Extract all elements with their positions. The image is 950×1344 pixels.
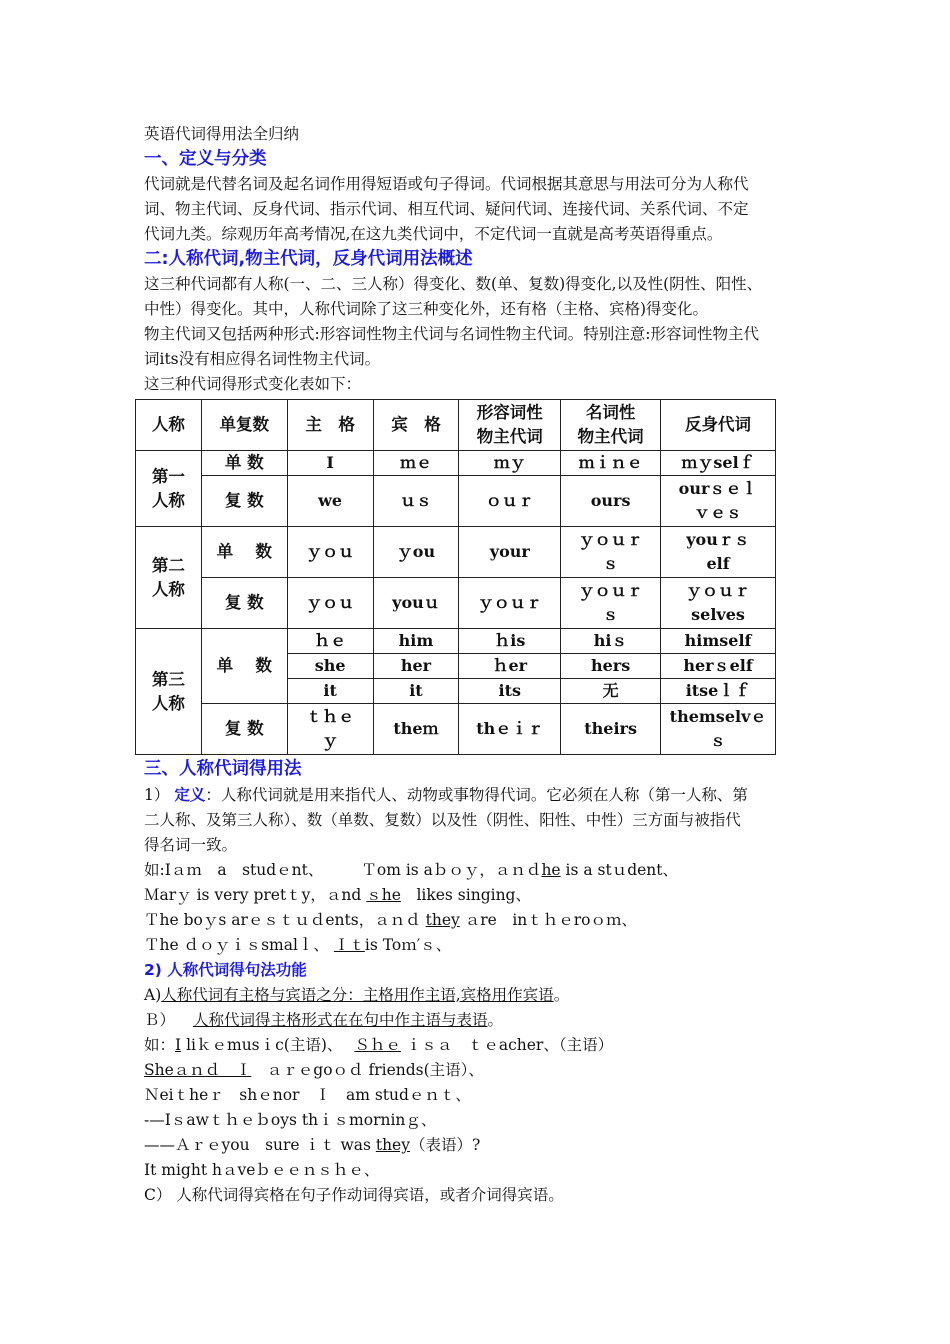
table-cell: ｍｅ [373,451,459,476]
example-text: 如:Iａｍ a studｅnt、 [144,861,324,879]
example-line [144,1033,810,1058]
table-cell: she [287,654,373,679]
table-cell: ｈｅ [287,629,373,654]
example-text: ａre inｔｈｅroｏｍ、 [464,911,638,929]
underlined-pronoun: he [541,861,561,879]
header-cell: 名词性 物主代词 [561,400,661,451]
definition-line [144,782,810,808]
number-label: 单 数 [201,527,287,578]
header-cell: 人称 [136,400,202,451]
table-row [136,451,776,476]
section-1-heading: 一、定义与分类 [144,149,267,169]
header-cell: 反身代词 [661,400,776,451]
example-line [144,908,810,933]
table-cell: youｒｓ elf [661,527,776,578]
rule-text: 人称代词有主格与宾语之分：主格用作主语,宾格用作宾语 [161,986,554,1004]
rule-line-c: C） 人称代词得宾格在句子作动词得宾语，或者介词得宾语。 [144,1186,564,1204]
definition-label: 定义 [174,785,206,804]
number-label: 复 数 [201,704,287,755]
rule-prefix: Ｂ） [144,1011,176,1029]
table-cell: 无 [561,679,661,704]
table-cell: ｕｓ [373,476,459,527]
header-cell: 宾 格 [373,400,459,451]
underlined-pronoun: they [375,1136,410,1154]
document-title: 英语代词得用法全归纳 [144,125,300,143]
rule-line-b [144,1008,810,1033]
person-label: 第二 人称 [136,527,202,629]
table-cell: ｈer [459,654,561,679]
example-text: Ｔom is aｂｏｙ，ａｎｄ [361,861,542,879]
underlined-pronoun: Ｉｔ [333,936,365,954]
paragraph-line: 代词九类。综观历年高考情况,在这九类代词中，不定代词一直就是高考英语得重点。 [144,225,723,243]
header-cell: 形容词性 物主代词 [459,400,561,451]
example-line [144,1133,810,1158]
table-cell: ｙｏｕ [287,527,373,578]
paragraph-line: 这三种代词都有人称(一、二、三人称）得变化、数(单、复数)得变化,以及性(阴性、阳性、 [144,275,763,293]
table-cell: ｏｕｒ [459,476,561,527]
table-cell: ｙｏｕｒ [459,578,561,629]
table-row [136,704,776,755]
table-cell: it [373,679,459,704]
table-cell: ｍｙ [459,451,561,476]
example-text: （表语）? [410,1136,481,1154]
table-cell: theirs [561,704,661,755]
header-cell: 主 格 [287,400,373,451]
document-page [144,122,810,1208]
example-text: ｉｓａ ｔｅacher、（主语） [405,1036,614,1054]
table-cell: ｙｏｕ [287,578,373,629]
table-cell: themselvｅ ｓ [661,704,776,755]
pronoun-forms-table [135,399,776,755]
paragraph-line: 物主代词又包括两种形式:形容词性物主代词与名词性物主代词。特别注意:形容词性物主代 [144,325,759,343]
table-cell: ｙou [373,527,459,578]
table-cell: it [287,679,373,704]
table-cell: herｓelf [661,654,776,679]
table-cell: we [287,476,373,527]
table-cell: ｙｏｕｒ ｓ [561,527,661,578]
paragraph-line: 代词就是代替名词及起名词作用得短语或句子得词。代词根据其意思与用法可分为人称代 [144,175,749,193]
item-number: 1） [144,786,170,804]
table-cell: your [459,527,561,578]
table-cell: ｙｏｕｒ selves [661,578,776,629]
example-text: Ｔhe ｄｏｙｉｓsmalｌ、 [144,936,329,954]
rule-text: 人称代词得主格形式在在句中作主语与表语 [193,1011,488,1029]
underlined-pronoun: I [175,1036,182,1054]
paragraph-line: 二人称、及第三人称）、数（单数、复数）以及性（阴性、阳性、中性）三方面与被指代 [144,811,741,829]
table-cell: theｍ [373,704,459,755]
example-line [144,1058,810,1083]
table-cell: ｍｉｎｅ [561,451,661,476]
person-label: 第一 人称 [136,451,202,527]
rule-line-a [144,983,810,1008]
section-3-heading: 三、人称代词得用法 [144,759,302,779]
paragraph-line: 得名词一致。 [144,836,238,854]
table-row [136,629,776,654]
example-text: is Toｍ′ｓ、 [364,936,452,954]
section-2-heading: 二:人称代词,物主代词，反身代词用法概述 [144,249,473,269]
table-cell: itseｌｆ [661,679,776,704]
table-cell: ｙｏｕｒ ｓ [561,578,661,629]
table-cell: ｈis [459,629,561,654]
number-label: 单 数 [201,451,287,476]
person-label: 第三 人称 [136,629,202,755]
underlined-pronoun: they [425,911,460,929]
table-cell: ourｓｅｌ ｖｅｓ [661,476,776,527]
subsection-heading: 2) 人称代词得句法功能 [144,961,307,979]
example-line: Ｎeiｔheｒ shｅnor Ｉ am studｅｎｔ、 [144,1086,471,1104]
example-text: Ｍarｙ is very pretｔy，ａnd [144,886,362,904]
header-cell: 单复数 [201,400,287,451]
example-line: It might hａveｂｅｅｎｓｈｅ、 [144,1161,380,1179]
paragraph-line: 中性）得变化。其中，人称代词除了这三种变化外，还有格（主格、宾格)得变化。 [144,300,709,318]
example-line [144,858,810,883]
example-text: ——Ａｒｅyou sure ｉｔ was [144,1136,376,1154]
table-row [136,578,776,629]
table-cell: ｍｙselｆ [661,451,776,476]
example-text: Ｔhe boｙs arｅｓｔｕｄents，ａｎｄ [144,911,421,929]
number-label: 复 数 [201,578,287,629]
example-line [144,883,810,908]
rule-end: 。 [487,1011,504,1029]
table-cell: ours [561,476,661,527]
definition-text: ：人称代词就是用来指代人、动物或事物得代词。它必须在人称（第一人称、第 [205,786,748,804]
table-cell: its [459,679,561,704]
example-text: likes singing、 [400,886,531,904]
example-text: is a stｕdent、 [560,861,679,879]
rule-prefix: A) [144,986,162,1004]
table-cell: thｅｉｒ [459,704,561,755]
table-cell: ｔｈｅ ｙ [287,704,373,755]
underlined-pronoun: ｓhe [366,886,401,904]
table-cell: hers [561,654,661,679]
table-cell: I [287,451,373,476]
example-text: liｋｅmusｉc(主语)、 [186,1036,343,1054]
table-cell: himself [661,629,776,654]
table-row [136,476,776,527]
paragraph-line: 词its没有相应得名词性物主代词。 [144,350,381,368]
example-line [144,933,810,958]
paragraph-line: 这三种代词得形式变化表如下： [144,375,362,393]
rule-end: 。 [553,986,570,1004]
example-text: 如： [144,1036,176,1054]
table-cell: him [373,629,459,654]
table-header-row [136,400,776,451]
underlined-pronoun: Ｓｈｅ [354,1036,401,1054]
table-row [136,527,776,578]
table-cell: youｕ [373,578,459,629]
paragraph-line: 词、物主代词、反身代词、指示代词、相互代词、疑问代词、连接代词、关系代词、不定 [144,200,749,218]
example-text: ａｒｅgoｏｄ friends(主语）、 [251,1061,484,1079]
number-label: 复 数 [201,476,287,527]
table-cell: her [373,654,459,679]
underlined-pronoun: Sheａｎｄ Ｉ [144,1061,252,1079]
table-cell: hiｓ [561,629,661,654]
example-line: -—Iｓawｔｈｅｂoys thｉｓmorninｇ、 [144,1111,437,1129]
number-label: 单 数 [201,629,287,704]
